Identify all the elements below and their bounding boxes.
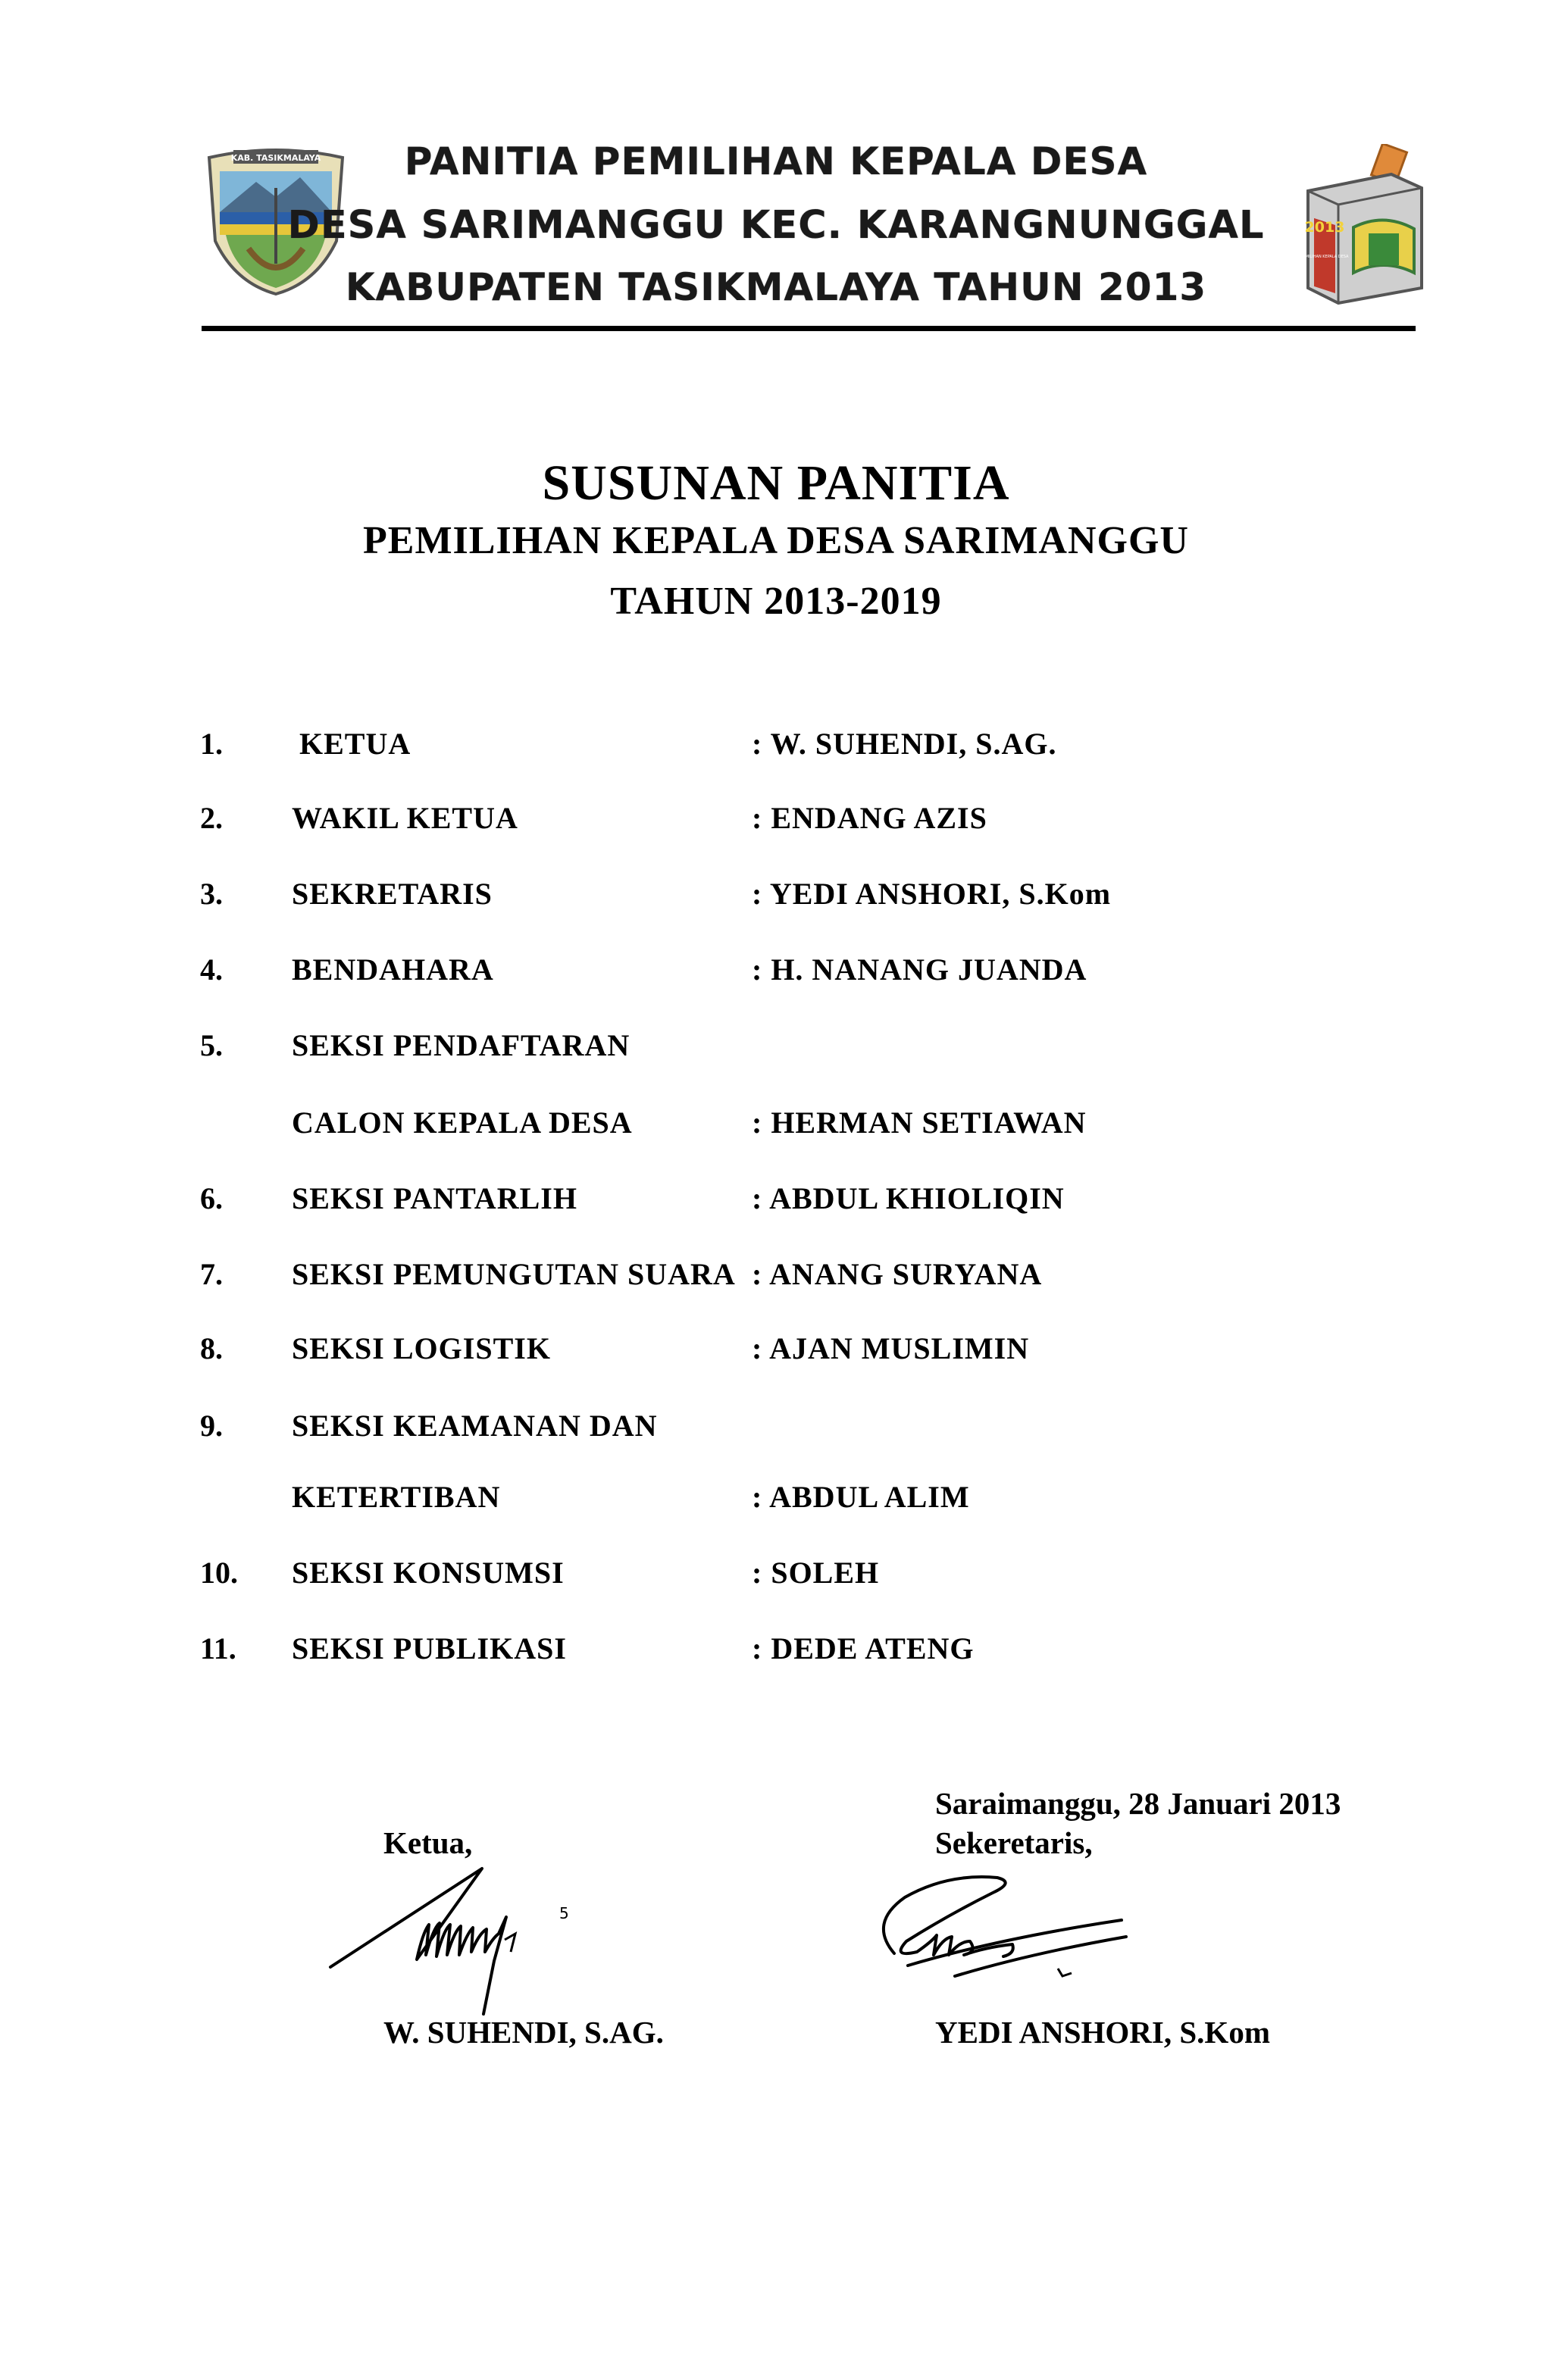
item-position: SEKSI KEAMANAN DAN — [292, 1409, 658, 1443]
left-signatory-role: Ketua, — [383, 1825, 473, 1860]
item-number: 9. — [200, 1409, 223, 1443]
item-name: : DEDE ATENG — [752, 1631, 975, 1665]
item-position: SEKRETARIS — [292, 877, 493, 911]
item-position: WAKIL KETUA — [292, 801, 518, 835]
list-item — [0, 1256, 1552, 1302]
item-number: 7. — [200, 1257, 223, 1291]
sekretaris-signature — [864, 1862, 1137, 2006]
kabupaten-logo-label: KAB. TASIKMALAYA — [230, 153, 321, 163]
list-item — [0, 1331, 1552, 1376]
item-position: SEKSI PEMUNGUTAN SUARA — [292, 1257, 736, 1291]
list-item — [0, 1408, 1552, 1453]
item-name: : H. NANANG JUANDA — [752, 952, 1087, 987]
item-name: : W. SUHENDI, S.AG. — [752, 727, 1057, 761]
list-item — [0, 1105, 1552, 1150]
item-number: 4. — [200, 952, 223, 987]
item-name: : HERMAN SETIAWAN — [752, 1106, 1087, 1140]
item-position: CALON KEPALA DESA — [292, 1106, 633, 1140]
item-number: 5. — [200, 1028, 223, 1062]
ballot-box-caption: PEMILIHAN KEPALA DESA — [1300, 255, 1349, 259]
letterhead-divider — [202, 326, 1416, 331]
item-name: : ABDUL ALIM — [752, 1480, 970, 1514]
item-number: 2. — [200, 801, 223, 835]
item-name: : SOLEH — [752, 1556, 880, 1590]
item-number: 6. — [200, 1181, 223, 1215]
list-item — [0, 726, 1552, 771]
item-position: BENDAHARA — [292, 952, 494, 987]
item-position: SEKSI KONSUMSI — [292, 1556, 565, 1590]
ballot-box-year: 2013 — [1304, 219, 1345, 236]
item-number: 1. — [200, 727, 223, 761]
item-position: SEKSI PANTARLIH — [292, 1181, 577, 1215]
item-number: 11. — [200, 1631, 236, 1665]
svg-text:5: 5 — [559, 1904, 569, 1922]
item-position: SEKSI PUBLIKASI — [292, 1631, 567, 1665]
letterhead-line-3: KABUPATEN TASIKMALAYA TAHUN 2013 — [345, 265, 1207, 309]
list-item — [0, 1631, 1552, 1676]
place-date: Saraimanggu, 28 Januari 2013 — [935, 1786, 1341, 1821]
letterhead-line-1: PANITIA PEMILIHAN KEPALA DESA — [404, 139, 1148, 183]
list-item — [0, 1555, 1552, 1600]
document-title: SUSUNAN PANITIA — [542, 455, 1010, 511]
item-number: 3. — [200, 877, 223, 911]
ballot-box-logo — [1300, 144, 1428, 305]
item-number: 10. — [200, 1556, 238, 1590]
list-item — [0, 1181, 1552, 1226]
item-name: : ANANG SURYANA — [752, 1257, 1043, 1291]
right-signatory-name: YEDI ANSHORI, S.Kom — [935, 2015, 1270, 2050]
ketua-signature — [326, 1849, 599, 2031]
list-item — [0, 1479, 1552, 1525]
item-name: : YEDI ANSHORI, S.Kom — [752, 877, 1112, 911]
item-position: KETERTIBAN — [292, 1480, 501, 1514]
item-position: KETUA — [299, 727, 411, 761]
item-position: SEKSI PENDAFTARAN — [292, 1028, 630, 1062]
list-item — [0, 1027, 1552, 1073]
document-period: TAHUN 2013-2019 — [610, 580, 942, 623]
letterhead-line-2: DESA SARIMANGGU KEC. KARANGNUNGGAL — [287, 203, 1265, 248]
document-subtitle: PEMILIHAN KEPALA DESA SARIMANGGU — [363, 519, 1189, 562]
right-signatory-role: Sekeretaris, — [935, 1825, 1093, 1860]
item-number: 8. — [200, 1331, 223, 1365]
list-item — [0, 800, 1552, 846]
item-name: : AJAN MUSLIMIN — [752, 1331, 1030, 1365]
item-name: : ENDANG AZIS — [752, 801, 987, 835]
item-position: SEKSI LOGISTIK — [292, 1331, 551, 1365]
item-name: : ABDUL KHIOLIQIN — [752, 1181, 1065, 1215]
list-item — [0, 876, 1552, 921]
list-item — [0, 952, 1552, 997]
left-signatory-name: W. SUHENDI, S.AG. — [383, 2015, 664, 2050]
